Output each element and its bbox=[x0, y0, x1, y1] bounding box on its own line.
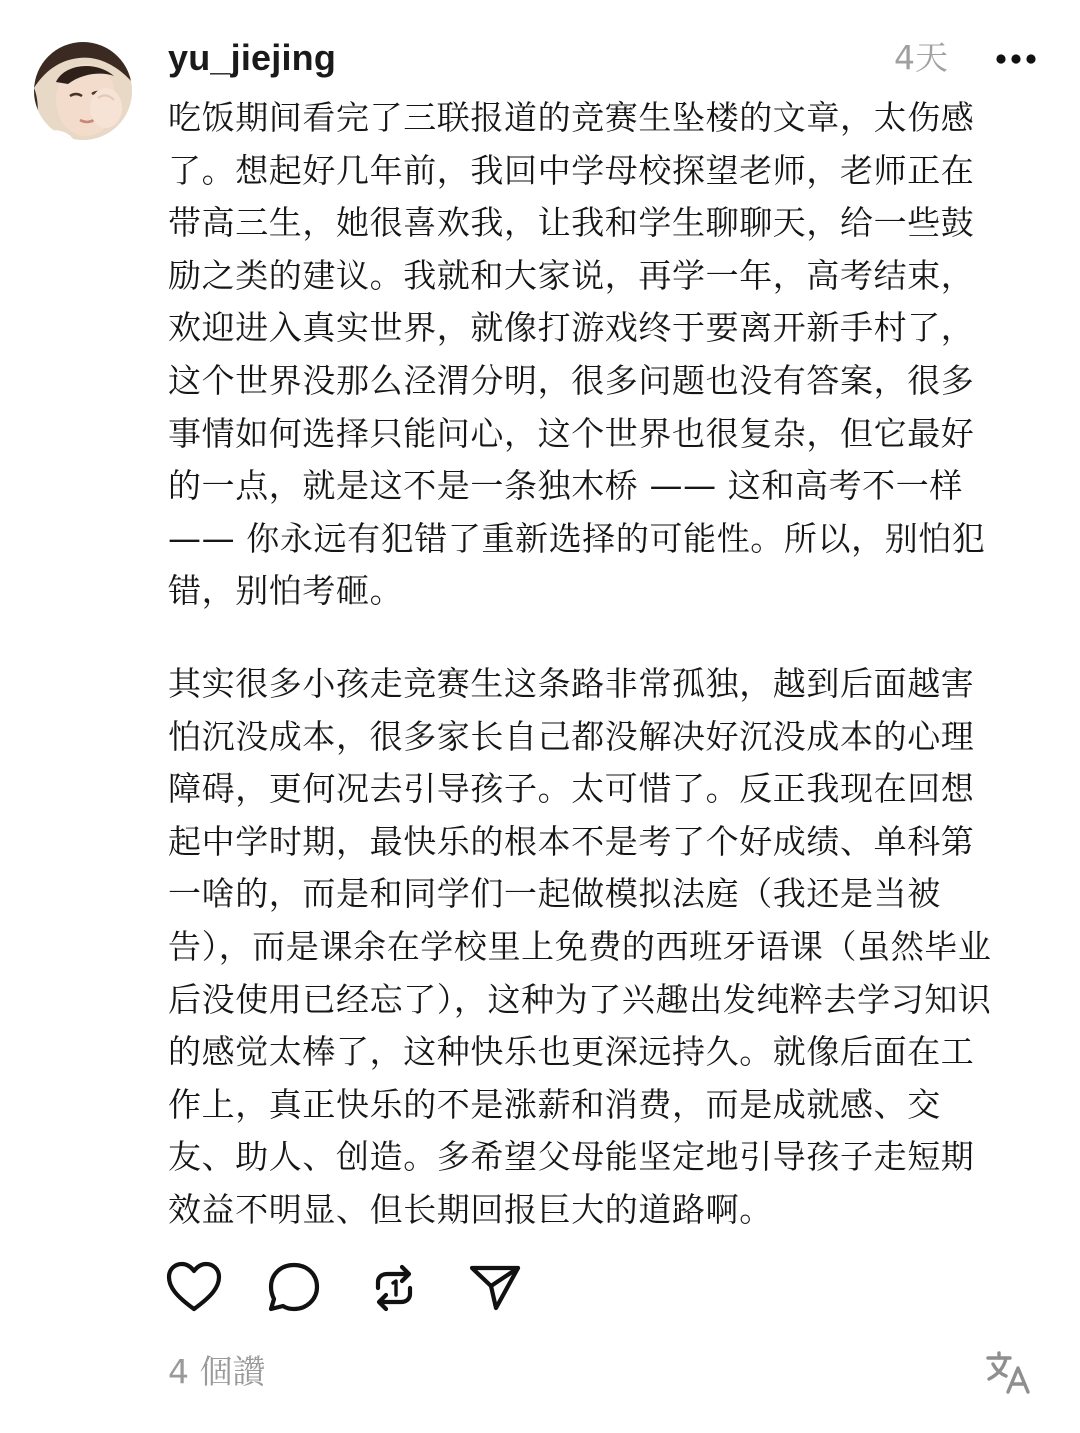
author-avatar[interactable] bbox=[34, 42, 132, 140]
like-button[interactable] bbox=[164, 1258, 224, 1318]
translate-icon[interactable] bbox=[984, 1350, 1032, 1394]
post-paragraph: 其实很多小孩走竞赛生这条路非常孤独，越到后面越害 怕沉没成本，很多家长自己都没解决好沉没成本的心理 障碍，更何况去引导孩子。太可惜了。反正我现在回想 起中学时期，最快乐的根本不是考了个好成绩、单科第 一啥的，而是和同学们一起做模拟法庭（我还是当被 告），而是课余在学校里上免费的西班牙语课（虽然毕业 后没使用已经忘了），这种为了兴趣出发纯粹去学习知识 的感觉太棒了，这种快乐也更深远持久。就像后面在工 作上，真正快乐的不是涨薪和消费，而是成就感、交 友、助人、创造。多希望父母能坚定地引导孩子走短期 效益不明显、但长期回报巨大的道路啊。 bbox=[168, 663, 992, 1229]
author-username[interactable]: yu_jiejing bbox=[168, 37, 337, 78]
post-timestamp: 4天 bbox=[894, 38, 948, 77]
post-paragraph: 吃饭期间看完了三联报道的竞赛生坠楼的文章，太伤感 了。想起好几年前，我回中学母校探望老师，老师正在 带高三生，她很喜欢我，让我和学生聊聊天，给一些鼓 励之类的建议。我就和大家说，再学一年，高考结束， 欢迎进入真实世界，就像打游戏终于要离开新手村了， 这个世界没那么泾渭分明，很多问题也没有答案，很多 事情如何选择只能问心，这个世界也很复杂，但它最好 的一点，就是这不是一条独木桥 —— 这和高考不一样 —— 你永远有犯错了重新选择的可能性。所以，别怕犯 错，别怕考砸。 bbox=[168, 98, 986, 611]
comment-button[interactable] bbox=[264, 1258, 324, 1318]
more-options-icon[interactable] bbox=[992, 44, 1042, 74]
repost-icon bbox=[364, 1258, 424, 1318]
send-icon bbox=[466, 1258, 526, 1318]
share-button[interactable] bbox=[466, 1258, 526, 1318]
avatar-photo-icon bbox=[34, 42, 132, 140]
likes-count[interactable]: 4 個讚 bbox=[168, 1352, 266, 1391]
post-body bbox=[168, 92, 1040, 1236]
heart-icon bbox=[164, 1258, 224, 1318]
repost-button[interactable] bbox=[364, 1258, 424, 1318]
comment-bubble-icon bbox=[264, 1258, 324, 1318]
